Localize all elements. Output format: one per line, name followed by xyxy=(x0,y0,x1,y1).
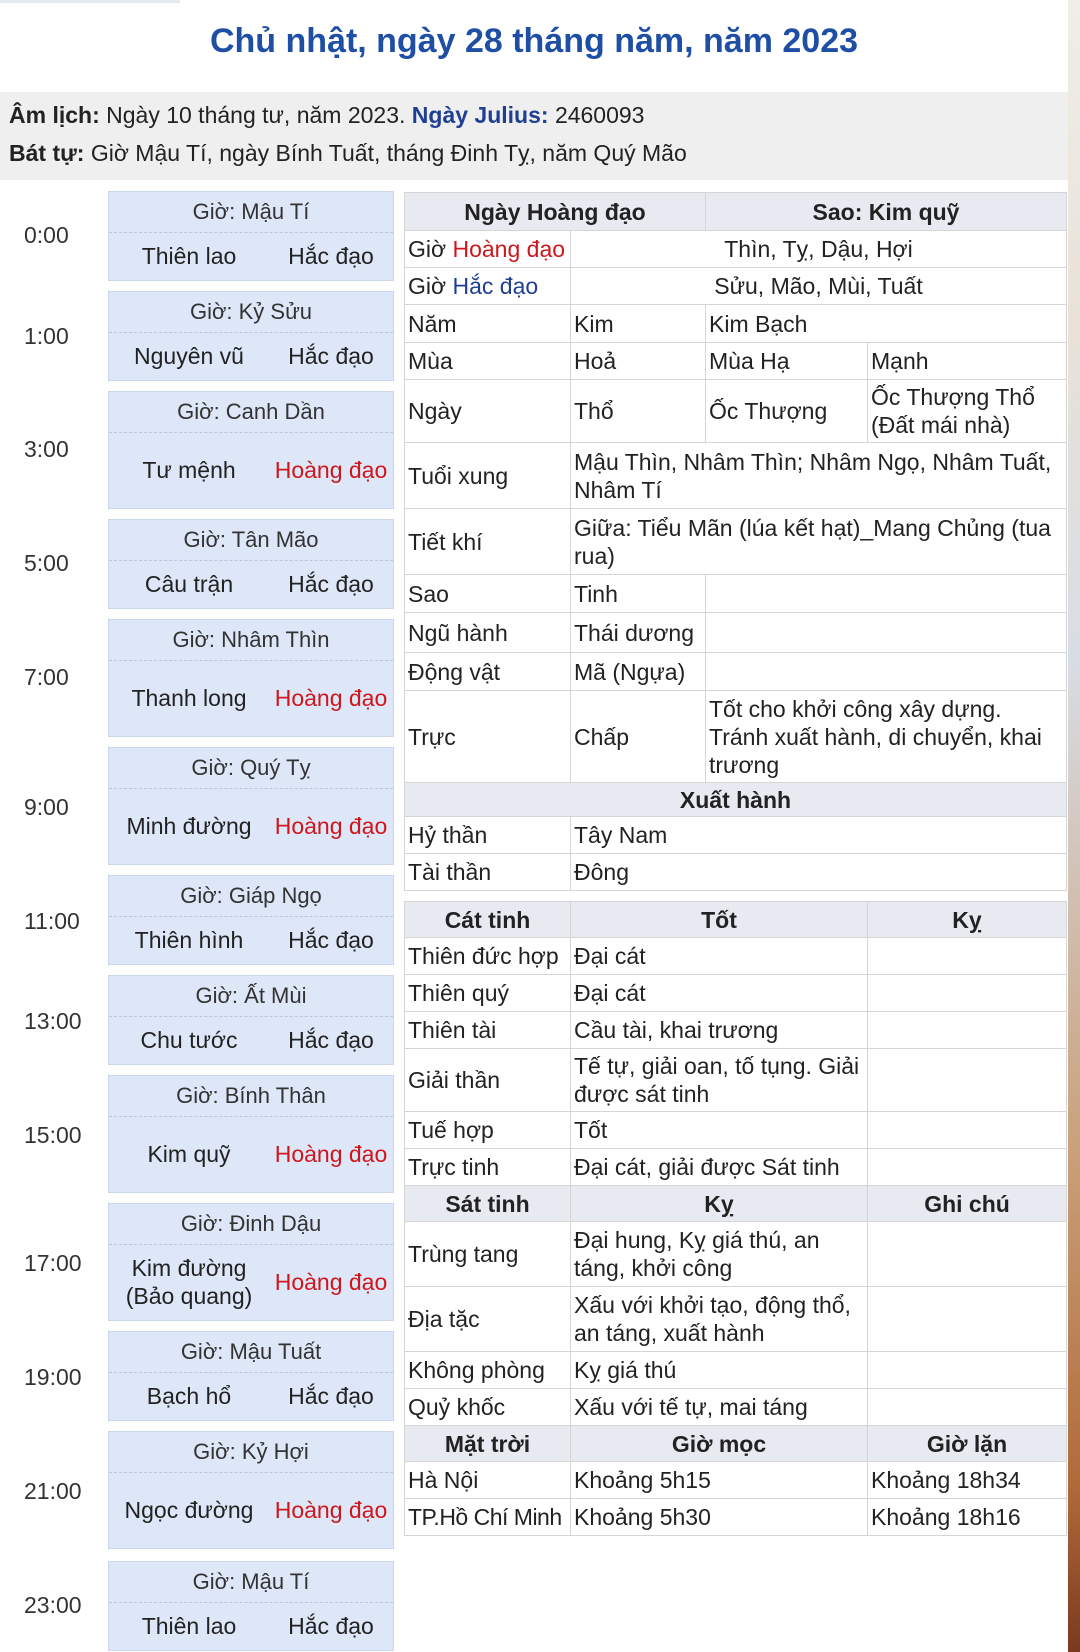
hour-type: Hoàng đạo xyxy=(274,1269,388,1295)
hour-time: 21:00 xyxy=(24,1478,82,1504)
empty-cell xyxy=(706,653,1067,691)
hour-deity: Minh đường xyxy=(126,812,252,839)
cat-tinh-good: Đại cát, giải được Sát tinh xyxy=(571,1149,868,1186)
hour-name: Giờ: Giáp Ngọ xyxy=(109,876,393,917)
sun-header: Mặt trời xyxy=(405,1426,571,1462)
table-row xyxy=(405,231,1067,268)
hour-deity: Nguyên vũ xyxy=(134,342,244,369)
hour-box xyxy=(108,975,394,1065)
cat-tinh-bad xyxy=(868,938,1067,975)
truc-value: Chấp xyxy=(571,691,706,783)
tai-than-label: Tài thần xyxy=(405,854,571,891)
table-row xyxy=(405,975,1067,1012)
julius-label: Ngày Julius: xyxy=(411,102,549,128)
cat-tinh-bad xyxy=(868,1012,1067,1049)
cat-tinh-name: Giải thần xyxy=(405,1049,571,1112)
hour-name: Giờ: Kỷ Hợi xyxy=(109,1432,393,1473)
hour-box xyxy=(108,1561,394,1651)
cat-tinh-bad xyxy=(868,1112,1067,1149)
hour-time: 23:00 xyxy=(24,1592,82,1618)
xuat-hanh-header: Xuất hành xyxy=(405,783,1067,817)
table-row xyxy=(405,938,1067,975)
hy-than-value: Tây Nam xyxy=(571,817,1067,854)
sao-label: Sao xyxy=(405,575,571,613)
hour-time: 3:00 xyxy=(24,436,69,462)
julius-value: 2460093 xyxy=(554,102,645,128)
hour-type: Hoàng đạo xyxy=(274,1497,388,1523)
table-row xyxy=(405,783,1067,817)
sat-ky-header: Kỵ xyxy=(571,1186,868,1222)
table-row xyxy=(405,193,1067,231)
cat-tinh-name: Trực tinh xyxy=(405,1149,571,1186)
sat-tinh-header: Sát tinh xyxy=(405,1186,571,1222)
hour-type: Hắc đạo xyxy=(288,1383,374,1409)
sat-tinh-note xyxy=(868,1389,1067,1426)
top-tab-indicator xyxy=(0,0,180,3)
hour-box xyxy=(108,1331,394,1421)
page-title: Chủ nhật, ngày 28 tháng năm, năm 2023 xyxy=(209,22,859,60)
table-row xyxy=(405,817,1067,854)
hoang-dao-text: Hoàng đạo xyxy=(452,236,566,262)
season-value: Mùa Hạ xyxy=(706,343,868,380)
table-row xyxy=(405,305,1067,343)
sat-tinh-note xyxy=(868,1222,1067,1287)
hour-type: Hắc đạo xyxy=(288,571,374,597)
bat-tu-label: Bát tự: xyxy=(9,140,85,166)
cat-tinh-name: Thiên đức hợp xyxy=(405,938,571,975)
table-row xyxy=(405,1426,1067,1462)
info-bar xyxy=(0,92,1068,180)
hour-box xyxy=(108,519,394,609)
table-row xyxy=(405,1389,1067,1426)
hoang-dao-hours: Thìn, Tỵ, Dậu, Hợi xyxy=(571,231,1067,268)
table-row xyxy=(405,1352,1067,1389)
sunset-header: Giờ lặn xyxy=(868,1426,1067,1462)
sat-tinh-note xyxy=(868,1287,1067,1352)
truc-note: Tốt cho khởi công xây dựng. Tránh xuất hành, di chuyển, khai trương xyxy=(706,691,1067,783)
hour-deity: Bạch hổ xyxy=(146,1382,232,1409)
ngu-hanh-label: Ngũ hành xyxy=(405,613,571,653)
sat-tinh-name: Quỷ khốc xyxy=(405,1389,571,1426)
tot-header: Tốt xyxy=(571,902,868,938)
table-row xyxy=(405,1222,1067,1287)
spacer-row xyxy=(405,891,1067,902)
sunrise-time: Khoảng 5h15 xyxy=(571,1462,868,1499)
cat-tinh-good: Cầu tài, khai trương xyxy=(571,1012,868,1049)
hour-time: 7:00 xyxy=(24,664,69,690)
hac-dao-label: Giờ Hắc đạo xyxy=(405,268,571,305)
cat-tinh-name: Thiên tài xyxy=(405,1012,571,1049)
table-row xyxy=(405,1049,1067,1112)
cat-tinh-bad xyxy=(868,1149,1067,1186)
sunrise-header: Giờ mọc xyxy=(571,1426,868,1462)
hour-time: 9:00 xyxy=(24,794,69,820)
hour-box xyxy=(108,619,394,737)
hour-type: Hoàng đạo xyxy=(274,813,388,839)
hour-name: Giờ: Nhâm Thìn xyxy=(109,620,393,661)
table-row xyxy=(405,575,1067,613)
sat-tinh-name: Không phòng xyxy=(405,1352,571,1389)
table-row xyxy=(405,653,1067,691)
hour-name: Giờ: Quý Tỵ xyxy=(109,748,393,789)
hour-type: Hắc đạo xyxy=(288,927,374,953)
table-row xyxy=(405,343,1067,380)
hour-deity: Ngọc đường xyxy=(124,1496,254,1523)
table-row xyxy=(405,1462,1067,1499)
table-row xyxy=(405,1287,1067,1352)
hour-time: 17:00 xyxy=(24,1250,82,1276)
hour-name: Giờ: Mậu Tuất xyxy=(109,1332,393,1373)
hour-name: Giờ: Mậu Tí xyxy=(109,192,393,233)
table-row xyxy=(405,1012,1067,1049)
sunset-time: Khoảng 18h34 xyxy=(868,1462,1067,1499)
table-row xyxy=(405,443,1067,509)
hac-dao-text: Hắc đạo xyxy=(452,273,539,299)
tuoi-xung-label: Tuổi xung xyxy=(405,443,571,509)
table-row xyxy=(405,1112,1067,1149)
dong-vat-label: Động vật xyxy=(405,653,571,691)
hy-than-label: Hỷ thần xyxy=(405,817,571,854)
hour-time: 13:00 xyxy=(24,1008,82,1034)
hour-box xyxy=(108,747,394,865)
table-row xyxy=(405,1186,1067,1222)
ky-header: Kỵ xyxy=(868,902,1067,938)
hour-deity: Kim đường (Bảo quang) xyxy=(125,1255,253,1309)
dong-vat-value: Mã (Ngựa) xyxy=(571,653,706,691)
tiet-khi-label: Tiết khí xyxy=(405,509,571,575)
hour-box xyxy=(108,1431,394,1549)
tuoi-xung-value: Mậu Thìn, Nhâm Thìn; Nhâm Ngọ, Nhâm Tuất, Nhâm Tí xyxy=(571,443,1067,509)
hour-name: Giờ: Mậu Tí xyxy=(109,1562,393,1603)
day-info-table xyxy=(404,192,1067,1536)
cat-tinh-name: Thiên quý xyxy=(405,975,571,1012)
sat-tinh-bad: Xấu với tế tự, mai táng xyxy=(571,1389,868,1426)
year-element: Kim xyxy=(571,305,706,343)
table-row xyxy=(405,1149,1067,1186)
year-label: Năm xyxy=(405,305,571,343)
hour-deity: Tư mệnh xyxy=(142,456,236,483)
hour-deity: Thiên lao xyxy=(141,1612,237,1639)
sat-tinh-bad: Xấu với khởi tạo, động thổ, an táng, xuất hành xyxy=(571,1287,868,1352)
year-value: Kim Bạch xyxy=(706,305,1067,343)
sunrise-time: Khoảng 5h30 xyxy=(571,1499,868,1536)
sunset-time: Khoảng 18h16 xyxy=(868,1499,1067,1536)
hour-type: Hoàng đạo xyxy=(274,1141,388,1167)
empty-cell xyxy=(706,575,1067,613)
sun-place: TP.Hồ Chí Minh xyxy=(405,1499,571,1536)
cat-tinh-good: Đại cát xyxy=(571,938,868,975)
cat-tinh-bad xyxy=(868,1049,1067,1112)
hour-deity: Chu tước xyxy=(140,1026,238,1053)
hour-type: Hắc đạo xyxy=(288,1613,374,1639)
cat-tinh-good: Tế tự, giải oan, tố tụng. Giải được sát tinh xyxy=(571,1049,868,1112)
lunar-date-label: Âm lịch: xyxy=(9,102,100,128)
hour-deity: Thiên hình xyxy=(134,926,244,953)
table-row xyxy=(405,380,1067,443)
empty-cell xyxy=(706,613,1067,653)
hac-dao-hours: Sửu, Mão, Mùi, Tuất xyxy=(571,268,1067,305)
sat-tinh-name: Địa tặc xyxy=(405,1287,571,1352)
hour-name: Giờ: Bính Thân xyxy=(109,1076,393,1117)
hour-name: Giờ: Tân Mão xyxy=(109,520,393,561)
day-value: Ốc Thượng xyxy=(706,380,868,443)
hour-box xyxy=(108,1203,394,1321)
table-row xyxy=(405,268,1067,305)
season-element: Hoả xyxy=(571,343,706,380)
hour-type: Hoàng đạo xyxy=(274,685,388,711)
hour-deity: Thiên lao xyxy=(141,242,237,269)
lunar-date-value: Ngày 10 tháng tư, năm 2023. xyxy=(106,102,406,128)
hour-box xyxy=(108,391,394,509)
hour-box xyxy=(108,191,394,281)
hour-time: 15:00 xyxy=(24,1122,82,1148)
cat-tinh-good: Tốt xyxy=(571,1112,868,1149)
tiet-khi-value: Giữa: Tiểu Mãn (lúa kết hạt)_Mang Chủng (tua rua) xyxy=(571,509,1067,575)
hoang-dao-label: Giờ Hoàng đạo xyxy=(405,231,571,268)
hour-deity: Câu trận xyxy=(144,570,234,597)
table-row xyxy=(405,1499,1067,1536)
table-row xyxy=(405,509,1067,575)
lunar-date-line xyxy=(9,102,644,129)
hour-time: 19:00 xyxy=(24,1364,82,1390)
hour-type: Hắc đạo xyxy=(288,1027,374,1053)
ghi-chu-header: Ghi chú xyxy=(868,1186,1067,1222)
tai-than-value: Đông xyxy=(571,854,1067,891)
sat-tinh-name: Trùng tang xyxy=(405,1222,571,1287)
cat-tinh-header: Cát tinh xyxy=(405,902,571,938)
bat-tu-line xyxy=(9,140,687,167)
hour-name: Giờ: Ất Mùi xyxy=(109,976,393,1017)
day-type-header: Ngày Hoàng đạo xyxy=(405,193,706,231)
table-row xyxy=(405,854,1067,891)
hour-name: Giờ: Kỷ Sửu xyxy=(109,292,393,333)
hour-time: 5:00 xyxy=(24,550,69,576)
season-label: Mùa xyxy=(405,343,571,380)
hour-box xyxy=(108,875,394,965)
hour-name: Giờ: Canh Dần xyxy=(109,392,393,433)
cat-tinh-good: Đại cát xyxy=(571,975,868,1012)
hour-box xyxy=(108,1075,394,1193)
sat-tinh-note xyxy=(868,1352,1067,1389)
table-row xyxy=(405,902,1067,938)
ngu-hanh-value: Thái dương xyxy=(571,613,706,653)
season-extra: Mạnh xyxy=(868,343,1067,380)
sao-value: Tinh xyxy=(571,575,706,613)
hour-type: Hắc đạo xyxy=(288,243,374,269)
table-row xyxy=(405,691,1067,783)
hour-deity: Kim quỹ xyxy=(147,1140,231,1167)
hour-time: 1:00 xyxy=(24,323,69,349)
hour-time: 0:00 xyxy=(24,222,69,248)
hour-type: Hắc đạo xyxy=(288,343,374,369)
day-label: Ngày xyxy=(405,380,571,443)
hour-name: Giờ: Đinh Dậu xyxy=(109,1204,393,1245)
truc-label: Trực xyxy=(405,691,571,783)
hour-box xyxy=(108,291,394,381)
cat-tinh-name: Tuế hợp xyxy=(405,1112,571,1149)
table-row xyxy=(405,613,1067,653)
sun-place: Hà Nội xyxy=(405,1462,571,1499)
hour-deity: Thanh long xyxy=(131,684,247,711)
adjacent-window-edge xyxy=(1068,0,1080,1652)
day-extra: Ốc Thượng Thổ (Đất mái nhà) xyxy=(868,380,1067,443)
cat-tinh-bad xyxy=(868,975,1067,1012)
bat-tu-value: Giờ Mậu Tí, ngày Bính Tuất, tháng Đinh Tỵ, năm Quý Mão xyxy=(90,140,687,166)
star-header: Sao: Kim quỹ xyxy=(706,193,1067,231)
hour-type: Hoàng đạo xyxy=(274,457,388,483)
day-element: Thổ xyxy=(571,380,706,443)
sat-tinh-bad: Đại hung, Kỵ giá thú, an táng, khởi công xyxy=(571,1222,868,1287)
hour-time: 11:00 xyxy=(24,908,80,934)
sat-tinh-bad: Kỵ giá thú xyxy=(571,1352,868,1389)
